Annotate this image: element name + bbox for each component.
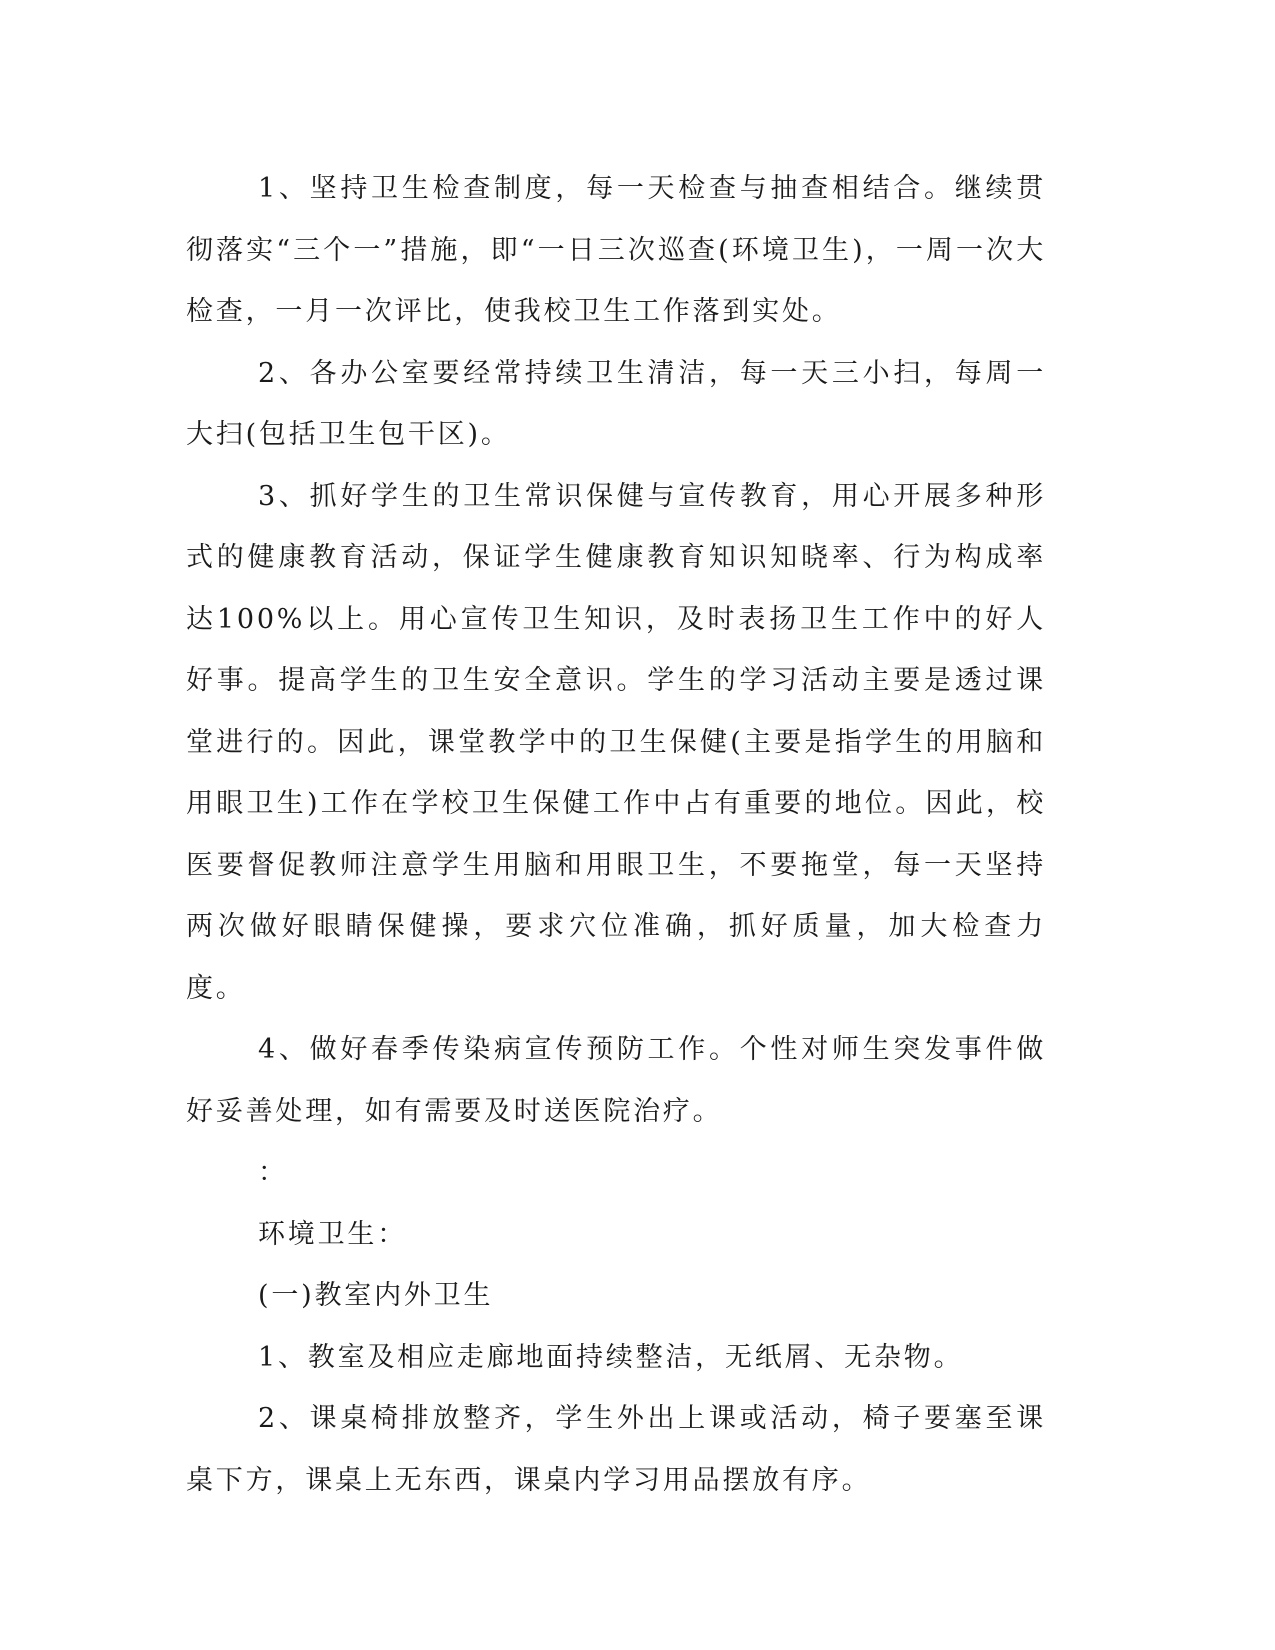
paragraph-3: 3、抓好学生的卫生常识保健与宣传教育，用心开展多种形式的健康教育活动，保证学生健康教育知识知晓率、行为构成率达100%以上。用心宣传卫生知识，及时表扬卫生工作中的好人好事。提高学生的卫生安全意识。学生的学习活动主要是透过课堂进行的。因此，课堂教学中的卫生保健(主要是指学生的用脑和用眼卫生)工作在学校卫生保健工作中占有重要的地位。因此，校医要督促教师注意学生用脑和用眼卫生，不要拖堂，每一天坚持两次做好眼睛保健操，要求穴位准确，抓好质量，加大检查力度。 bbox=[186, 480, 1046, 1004]
subsection-title: (一)教室内外卫生 bbox=[258, 1280, 494, 1311]
document-body bbox=[186, 158, 1046, 1511]
paragraph-1: 1、坚持卫生检查制度，每一天检查与抽查相结合。继续贯彻落实“三个一”措施，即“一日三次巡查(环境卫生)，一周一次大检查，一月一次评比，使我校卫生工作落到实处。 bbox=[186, 173, 1046, 327]
list-item-2: 2、课桌椅排放整齐，学生外出上课或活动，椅子要塞至课桌下方，课桌上无东西，课桌内学习用品摆放有序。 bbox=[186, 1403, 1046, 1496]
list-item-1: 1、教室及相应走廊地面持续整洁，无纸屑、无杂物。 bbox=[258, 1341, 964, 1373]
paragraph-4: 4、做好春季传染病宣传预防工作。个性对师生突发事件做好妥善处理，如有需要及时送医院治疗。 bbox=[186, 1034, 1046, 1127]
colon-line: ： bbox=[258, 1157, 288, 1188]
section-title: 环境卫生： bbox=[258, 1218, 407, 1250]
paragraph-2: 2、各办公室要经常持续卫生清洁，每一天三小扫，每周一大扫(包括卫生包干区)。 bbox=[186, 357, 1046, 450]
